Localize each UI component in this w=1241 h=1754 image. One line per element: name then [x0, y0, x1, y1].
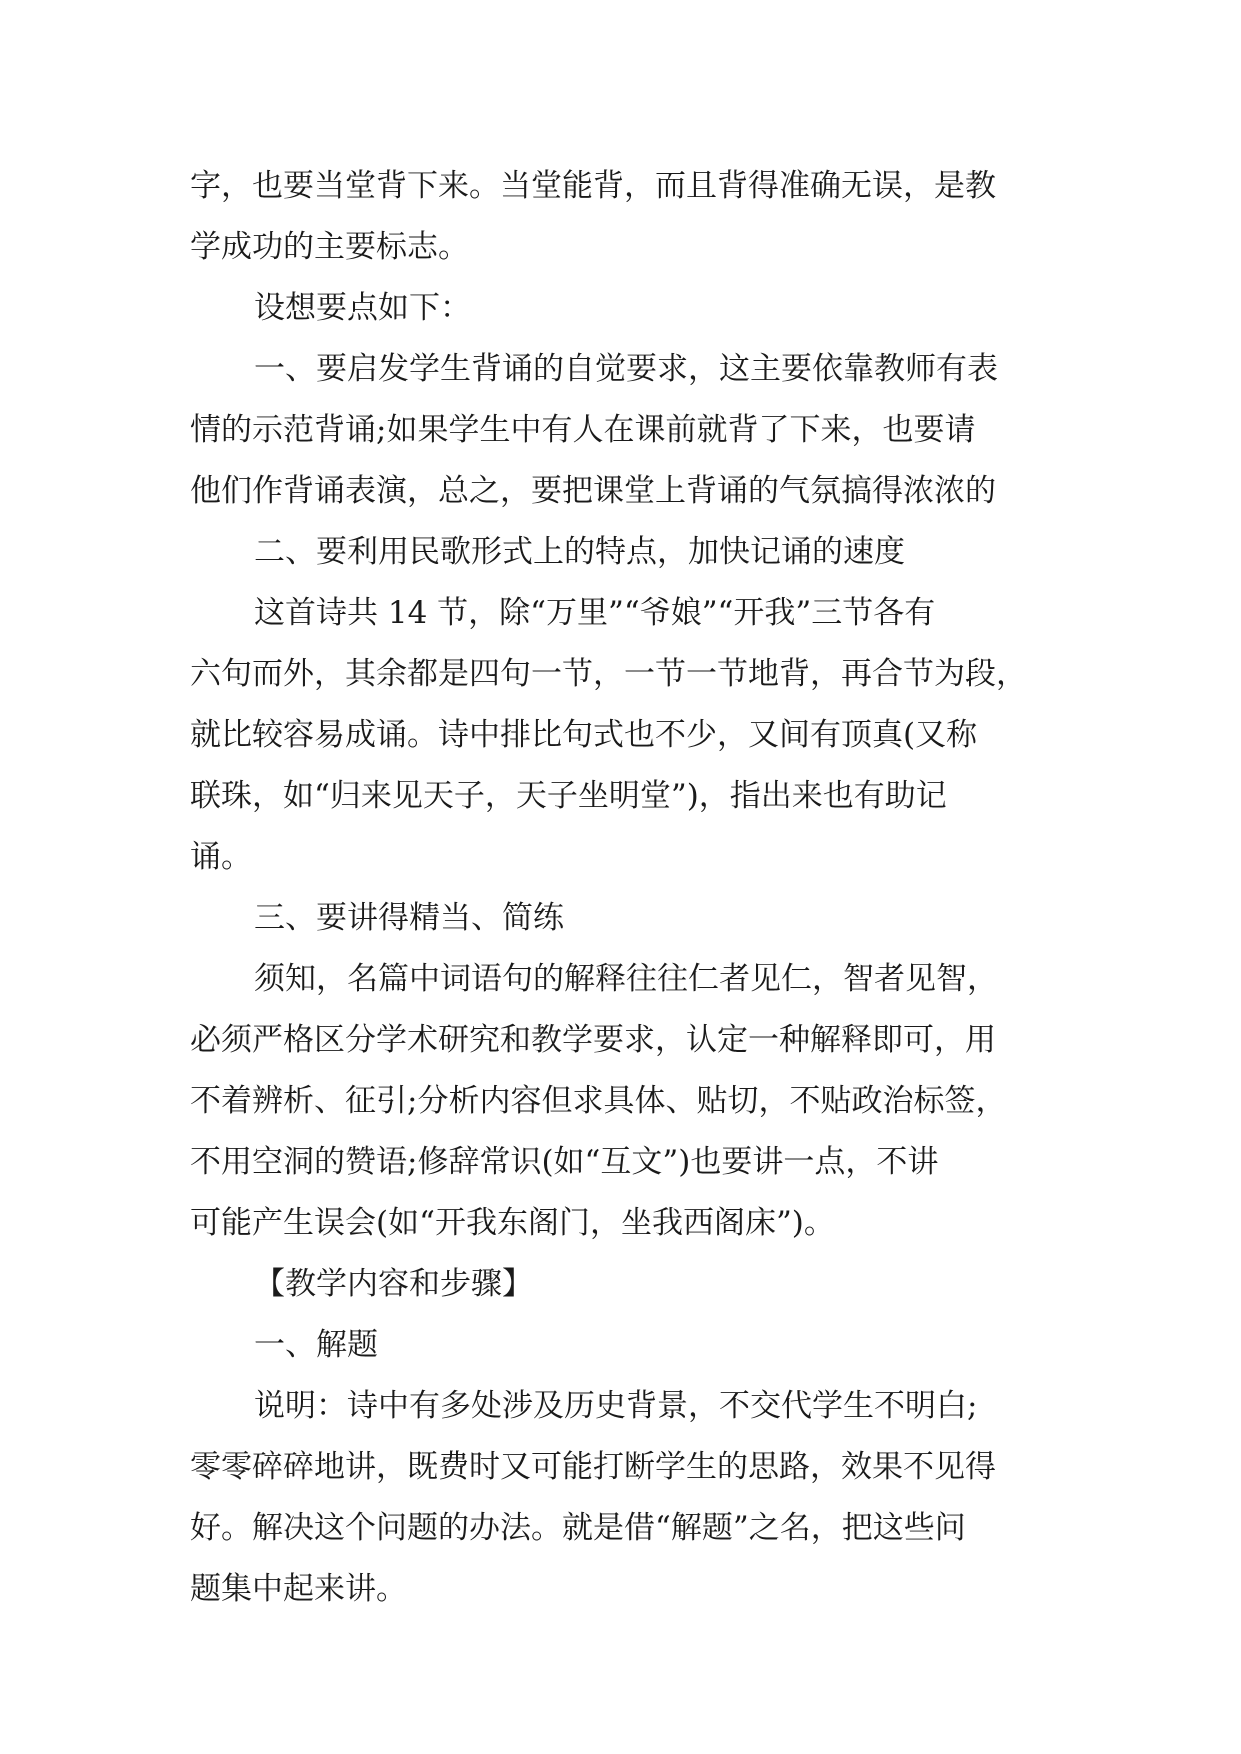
text-line-3: 设想要点如下： — [254, 290, 471, 326]
text-line-24: 题集中起来讲。 — [190, 1571, 407, 1607]
text-line-21: 说明：诗中有多处涉及历史背景，不交代学生不明白; — [254, 1388, 978, 1424]
text-line-17: 不用空洞的赞语;修辞常识(如“互文”)也要讲一点，不讲 — [190, 1144, 939, 1180]
text-line-7: 二、要利用民歌形式上的特点，加快记诵的速度 — [254, 534, 905, 570]
text-line-8: 这首诗共 14 节，除“万里”“爷娘”“开我”三节各有 — [254, 595, 936, 631]
text-line-1: 字，也要当堂背下来。当堂能背，而且背得准确无误，是教 — [190, 168, 996, 204]
text-line-20: 一、解题 — [254, 1327, 378, 1363]
text-line-10: 就比较容易成诵。诗中排比句式也不少，又间有顶真(又称 — [190, 717, 978, 753]
text-line-22: 零零碎碎地讲，既费时又可能打断学生的思路，效果不见得 — [190, 1449, 996, 1485]
text-line-11: 联珠，如“归来见天子，天子坐明堂”)，指出来也有助记 — [190, 778, 947, 814]
text-line-5: 情的示范背诵;如果学生中有人在课前就背了下来，也要请 — [190, 412, 976, 448]
text-line-12: 诵。 — [190, 839, 252, 875]
text-line-15: 必须严格区分学术研究和教学要求，认定一种解释即可，用 — [190, 1022, 996, 1058]
section-heading: 【教学内容和步骤】 — [254, 1266, 533, 1302]
text-line-18: 可能产生误会(如“开我东阁门，坐我西阁床”)。 — [190, 1205, 835, 1241]
text-line-6: 他们作背诵表演，总之，要把课堂上背诵的气氛搞得浓浓的 — [190, 473, 996, 509]
text-line-14: 须知，名篇中词语句的解释往往仁者见仁，智者见智， — [254, 961, 998, 997]
text-line-13: 三、要讲得精当、简练 — [254, 900, 564, 936]
document-body — [190, 156, 1060, 1620]
text-line-23: 好。解决这个问题的办法。就是借“解题”之名，把这些问 — [190, 1510, 966, 1546]
text-line-16: 不着辨析、征引;分析内容但求具体、贴切，不贴政治标签， — [190, 1083, 1007, 1119]
text-line-2: 学成功的主要标志。 — [190, 229, 469, 265]
text-line-9: 六句而外，其余都是四句一节，一节一节地背，再合节为段， — [190, 656, 1027, 692]
text-line-4: 一、要启发学生背诵的自觉要求，这主要依靠教师有表 — [254, 351, 998, 387]
